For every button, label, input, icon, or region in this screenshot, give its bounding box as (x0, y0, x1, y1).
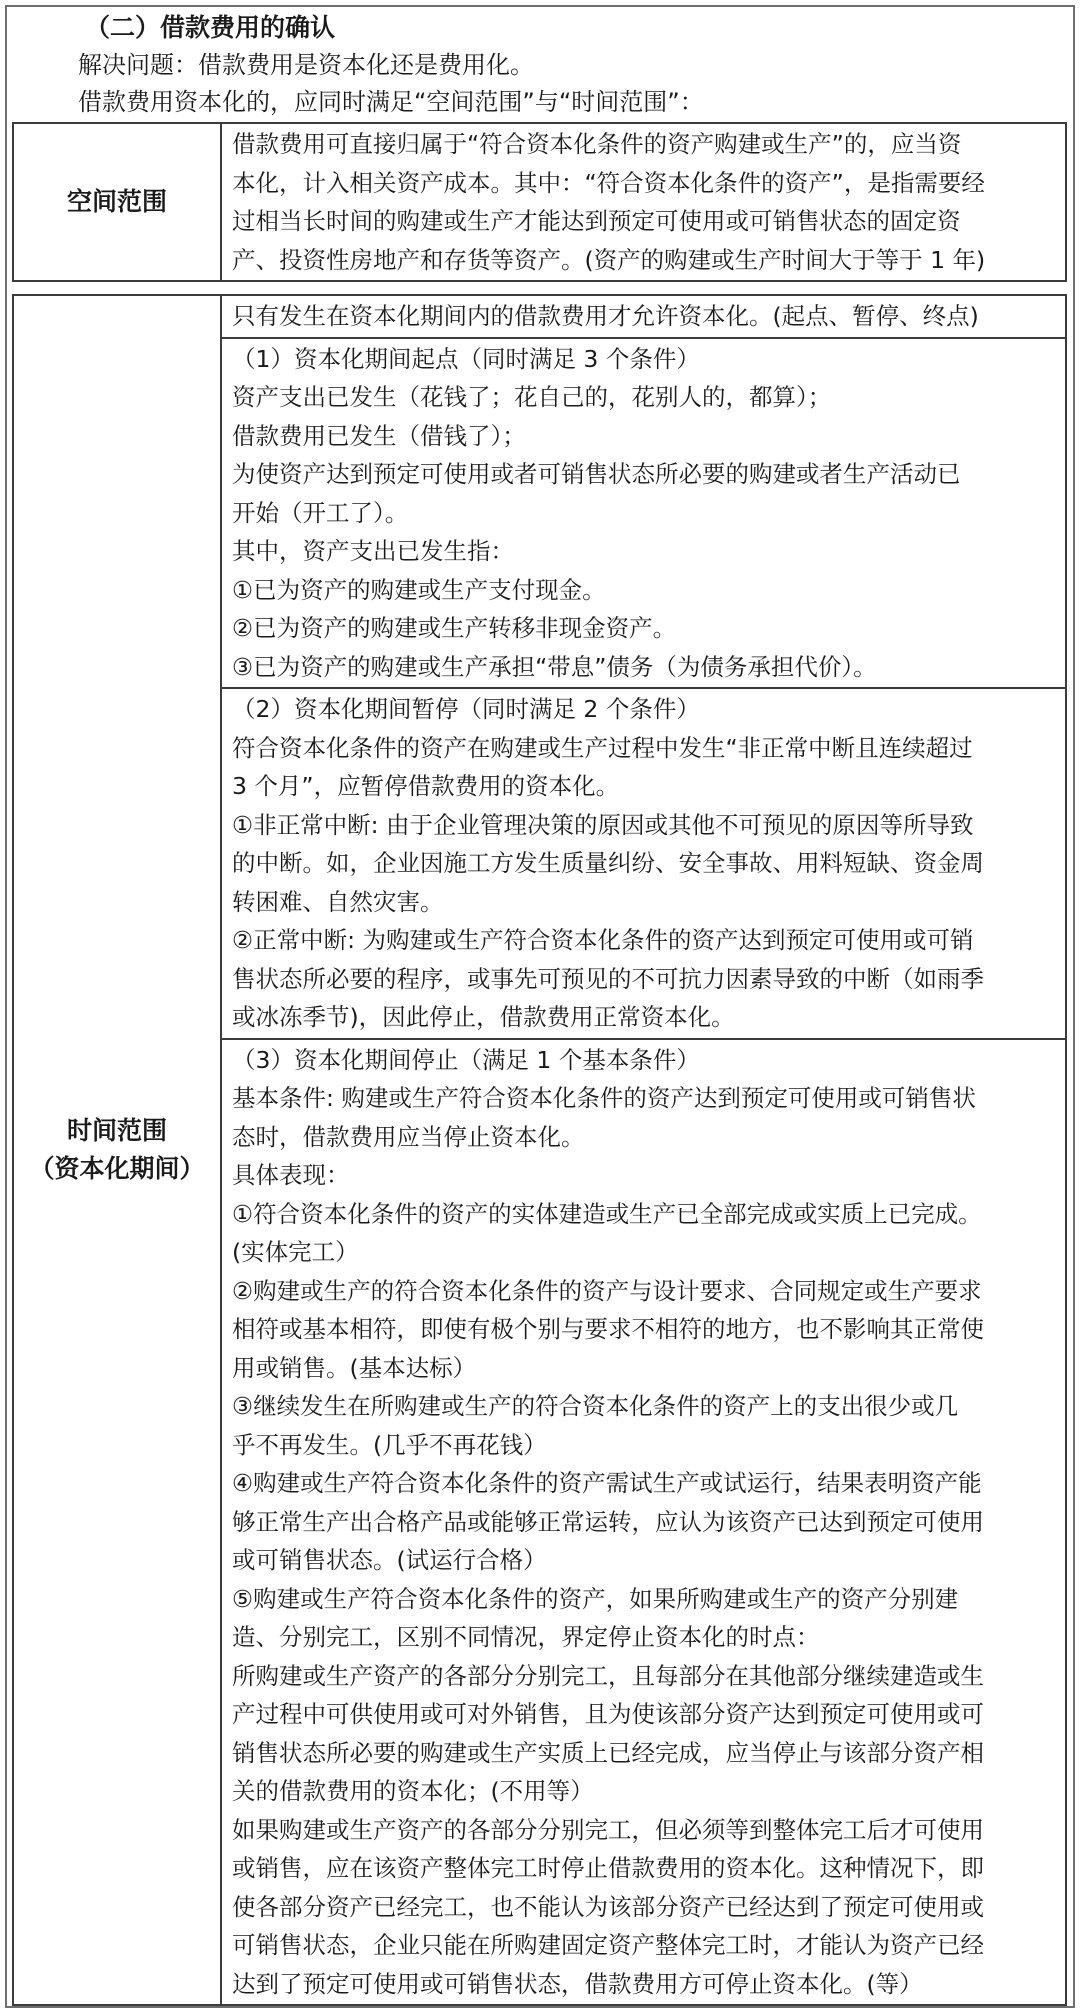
text-line: ③已为资产的购建或生产承担“带息”债务（为债务承担代价）。 (232, 652, 877, 681)
text-line: 或可销售状态。(试运行合格） (232, 1546, 547, 1574)
text-line: 用或销售。(基本达标） (232, 1353, 477, 1382)
text-line: 其中，资产支出已发生指： (232, 537, 514, 565)
time-scope-summary (221, 295, 1066, 338)
text-line: 态时，借款费用应当停止资本化。 (232, 1122, 585, 1151)
text-line: ②正常中断: 为购建或生产符合资本化条件的资产达到预定可使用或可销 (232, 926, 974, 954)
time-scope-label (13, 295, 221, 2005)
text-line: ①符合资本化条件的资产的实体建造或生产已全部完成或实质上已完成。 (232, 1199, 982, 1228)
text-line: ⑤购建或生产符合资本化条件的资产，如果所购建或生产的资产分别建 (232, 1584, 959, 1613)
text-line: ②已为资产的购建或生产转移非现金资产。 (232, 614, 677, 642)
capitalization-pause-section (221, 688, 1066, 1039)
space-scope-content (221, 123, 1066, 281)
text-line: 基本条件: 购建或生产符合资本化条件的资产达到预定可使用或可销售状 (232, 1084, 976, 1112)
text-line: 转困难、自然灾害。 (232, 887, 444, 916)
text-line: 产、投资性房地产和存货等资产。(资产的购建或生产时间大于等于 1 年) (232, 245, 986, 274)
text-line: 开始（开工了）。 (232, 498, 409, 527)
text-line: 相符或基本相符，即使有极个别与要求不相符的地方，也不影响其正常使 (232, 1315, 984, 1343)
text-line: 只有发生在资本化期间内的借款费用才允许资本化。(起点、暂停、终点) (232, 302, 979, 330)
text-line: 关的借款费用的资本化；(不用等） (232, 1777, 594, 1805)
text-line: ①已为资产的购建或生产支付现金。 (232, 575, 606, 604)
text-line: （3）资本化期间停止（满足 1 个基本条件） (232, 1045, 700, 1074)
text-line: 使各部分资产已经完工，也不能认为该部分资产已经达到了预定可使用或 (232, 1892, 984, 1921)
text-line: 的中断。如，企业因施工方发生质量纠纷、安全事故、用料短缺、资金周 (232, 849, 984, 877)
text-line: （1）资本化期间起点（同时满足 3 个条件） (232, 344, 700, 373)
text-line: 如果购建或生产资产的各部分分别完工，但必须等到整体完工后才可使用 (232, 1815, 984, 1844)
text-line: 借款费用已发生（借钱了）； (232, 421, 526, 450)
text-line: 产过程中可供使用或可对外销售，且为使该部分资产达到预定可使用或可 (232, 1700, 984, 1728)
intro-question: 解决问题：借款费用是资本化还是费用化。 (78, 51, 534, 79)
text-line: 售状态所必要的程序，或事先可预见的不可抗力因素导致的中断（如雨季 (232, 964, 984, 993)
text-line: 资产支出已发生（花钱了；花自己的，花别人的，都算）； (232, 383, 832, 411)
time-scope-label-line: （资本化期间） (29, 1154, 205, 1183)
intro-condition: 借款费用资本化的，应同时满足“空间范围”与“时间范围”： (78, 88, 704, 116)
section-heading: （二）借款费用的确认 (85, 13, 336, 42)
text-line: 具体表现： (232, 1161, 350, 1189)
text-line: 所购建或生产资产的各部分分别完工，且每部分在其他部分继续建造或生 (232, 1661, 984, 1690)
text-line: ④购建或生产符合资本化条件的资产需试生产或试运行，结果表明资产能 (232, 1469, 982, 1497)
text-line: ③继续发生在所购建或生产的符合资本化条件的资产上的支出很少或几 (232, 1392, 959, 1420)
text-line: 借款费用可直接归属于“符合资本化条件的资产购建或生产”的，应当资 (232, 130, 962, 158)
space-scope-label: 空间范围 (13, 123, 221, 281)
text-line: 够正常生产出合格产品或能够正常运转，应认为该资产已达到预定可使用 (232, 1507, 984, 1536)
text-line: ②购建或生产的符合资本化条件的资产与设计要求、合同规定或生产要求 (232, 1276, 982, 1305)
time-scope-table (12, 294, 1067, 2006)
text-line: 可销售状态，企业只能在所购建固定资产整体完工时，才能认为资产已经 (232, 1931, 984, 1959)
text-line: 3 个月”，应暂停借款费用的资本化。 (232, 772, 620, 800)
text-line: 或冰冻季节)，因此停止，借款费用正常资本化。 (232, 1003, 735, 1031)
text-line: 为使资产达到预定可使用或者可销售状态所必要的购建或者生产活动已 (232, 460, 961, 488)
capitalization-start-section (221, 338, 1066, 689)
text-line: （2）资本化期间暂停（同时满足 2 个条件） (232, 695, 700, 723)
text-line: 或销售，应在该资产整体完工时停止借款费用的资本化。这种情况下，即 (232, 1854, 984, 1882)
text-line: 本化，计入相关资产成本。其中：“符合资本化条件的资产”，是指需要经 (232, 168, 985, 197)
capitalization-stop-section (221, 1039, 1066, 2006)
text-line: 造、分别完工，区别不同情况，界定停止资本化的时点： (232, 1623, 820, 1651)
text-line: ①非正常中断: 由于企业管理决策的原因或其他不可预见的原因等所导致 (232, 810, 974, 839)
text-line: (实体完工） (232, 1238, 359, 1266)
text-line: 达到了预定可使用或可销售状态，借款费用方可停止资本化。(等） (232, 1969, 923, 1998)
text-line: 乎不再发生。(几乎不再花钱） (232, 1430, 547, 1459)
text-line: 符合资本化条件的资产在购建或生产过程中发生“非正常中断且连续超过 (232, 733, 973, 762)
text-line: 过相当长时间的购建或生产才能达到预定可使用或可销售状态的固定资 (232, 207, 961, 235)
time-scope-label-line: 时间范围 (66, 1116, 167, 1145)
text-line: 销售状态所必要的购建或生产实质上已经完成，应当停止与该部分资产相 (232, 1738, 984, 1767)
space-scope-table (12, 122, 1067, 282)
